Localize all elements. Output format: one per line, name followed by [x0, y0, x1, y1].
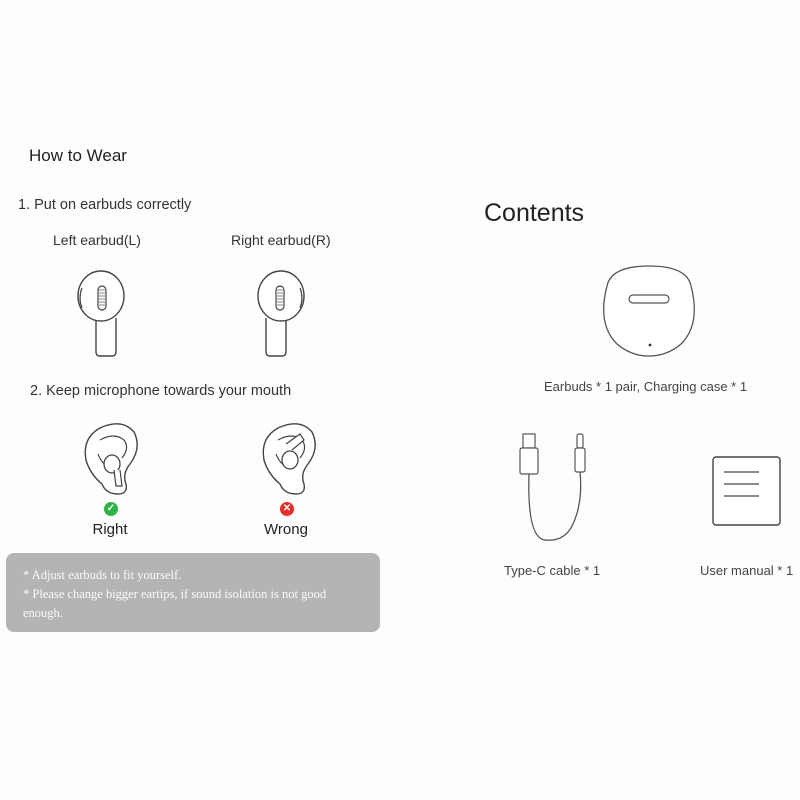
case-caption: Earbuds * 1 pair, Charging case * 1	[544, 379, 748, 394]
note-line-2: * Please change bigger eartips, if sound isolation is not good enough.	[23, 587, 327, 620]
type-c-cable-icon	[515, 434, 595, 544]
left-earbud-icon	[70, 266, 130, 362]
how-to-wear-title: How to Wear	[29, 146, 127, 165]
ear-correct-icon	[78, 420, 142, 496]
wrong-x-icon: ✕	[280, 502, 294, 516]
contents-title: Contents	[484, 199, 585, 227]
fit-notes-box	[6, 553, 380, 632]
user-manual-icon	[712, 456, 782, 526]
correct-check-icon: ✓	[104, 502, 118, 516]
left-earbud-label: Left earbud(L)	[53, 232, 141, 248]
step-1-text: 1. Put on earbuds correctly	[18, 197, 192, 213]
cable-caption: Type-C cable * 1	[504, 563, 601, 578]
right-verdict-label: Right	[92, 521, 128, 538]
ear-wrong-icon	[256, 420, 320, 496]
right-earbud-icon	[252, 266, 312, 362]
wrong-verdict-label: Wrong	[264, 521, 308, 538]
charging-case-icon	[597, 264, 701, 358]
note-line-1: * Adjust earbuds to fit yourself.	[23, 568, 182, 582]
manual-caption: User manual * 1	[700, 563, 794, 578]
step-2-text: 2. Keep microphone towards your mouth	[30, 383, 292, 399]
right-earbud-label: Right earbud(R)	[231, 232, 331, 248]
